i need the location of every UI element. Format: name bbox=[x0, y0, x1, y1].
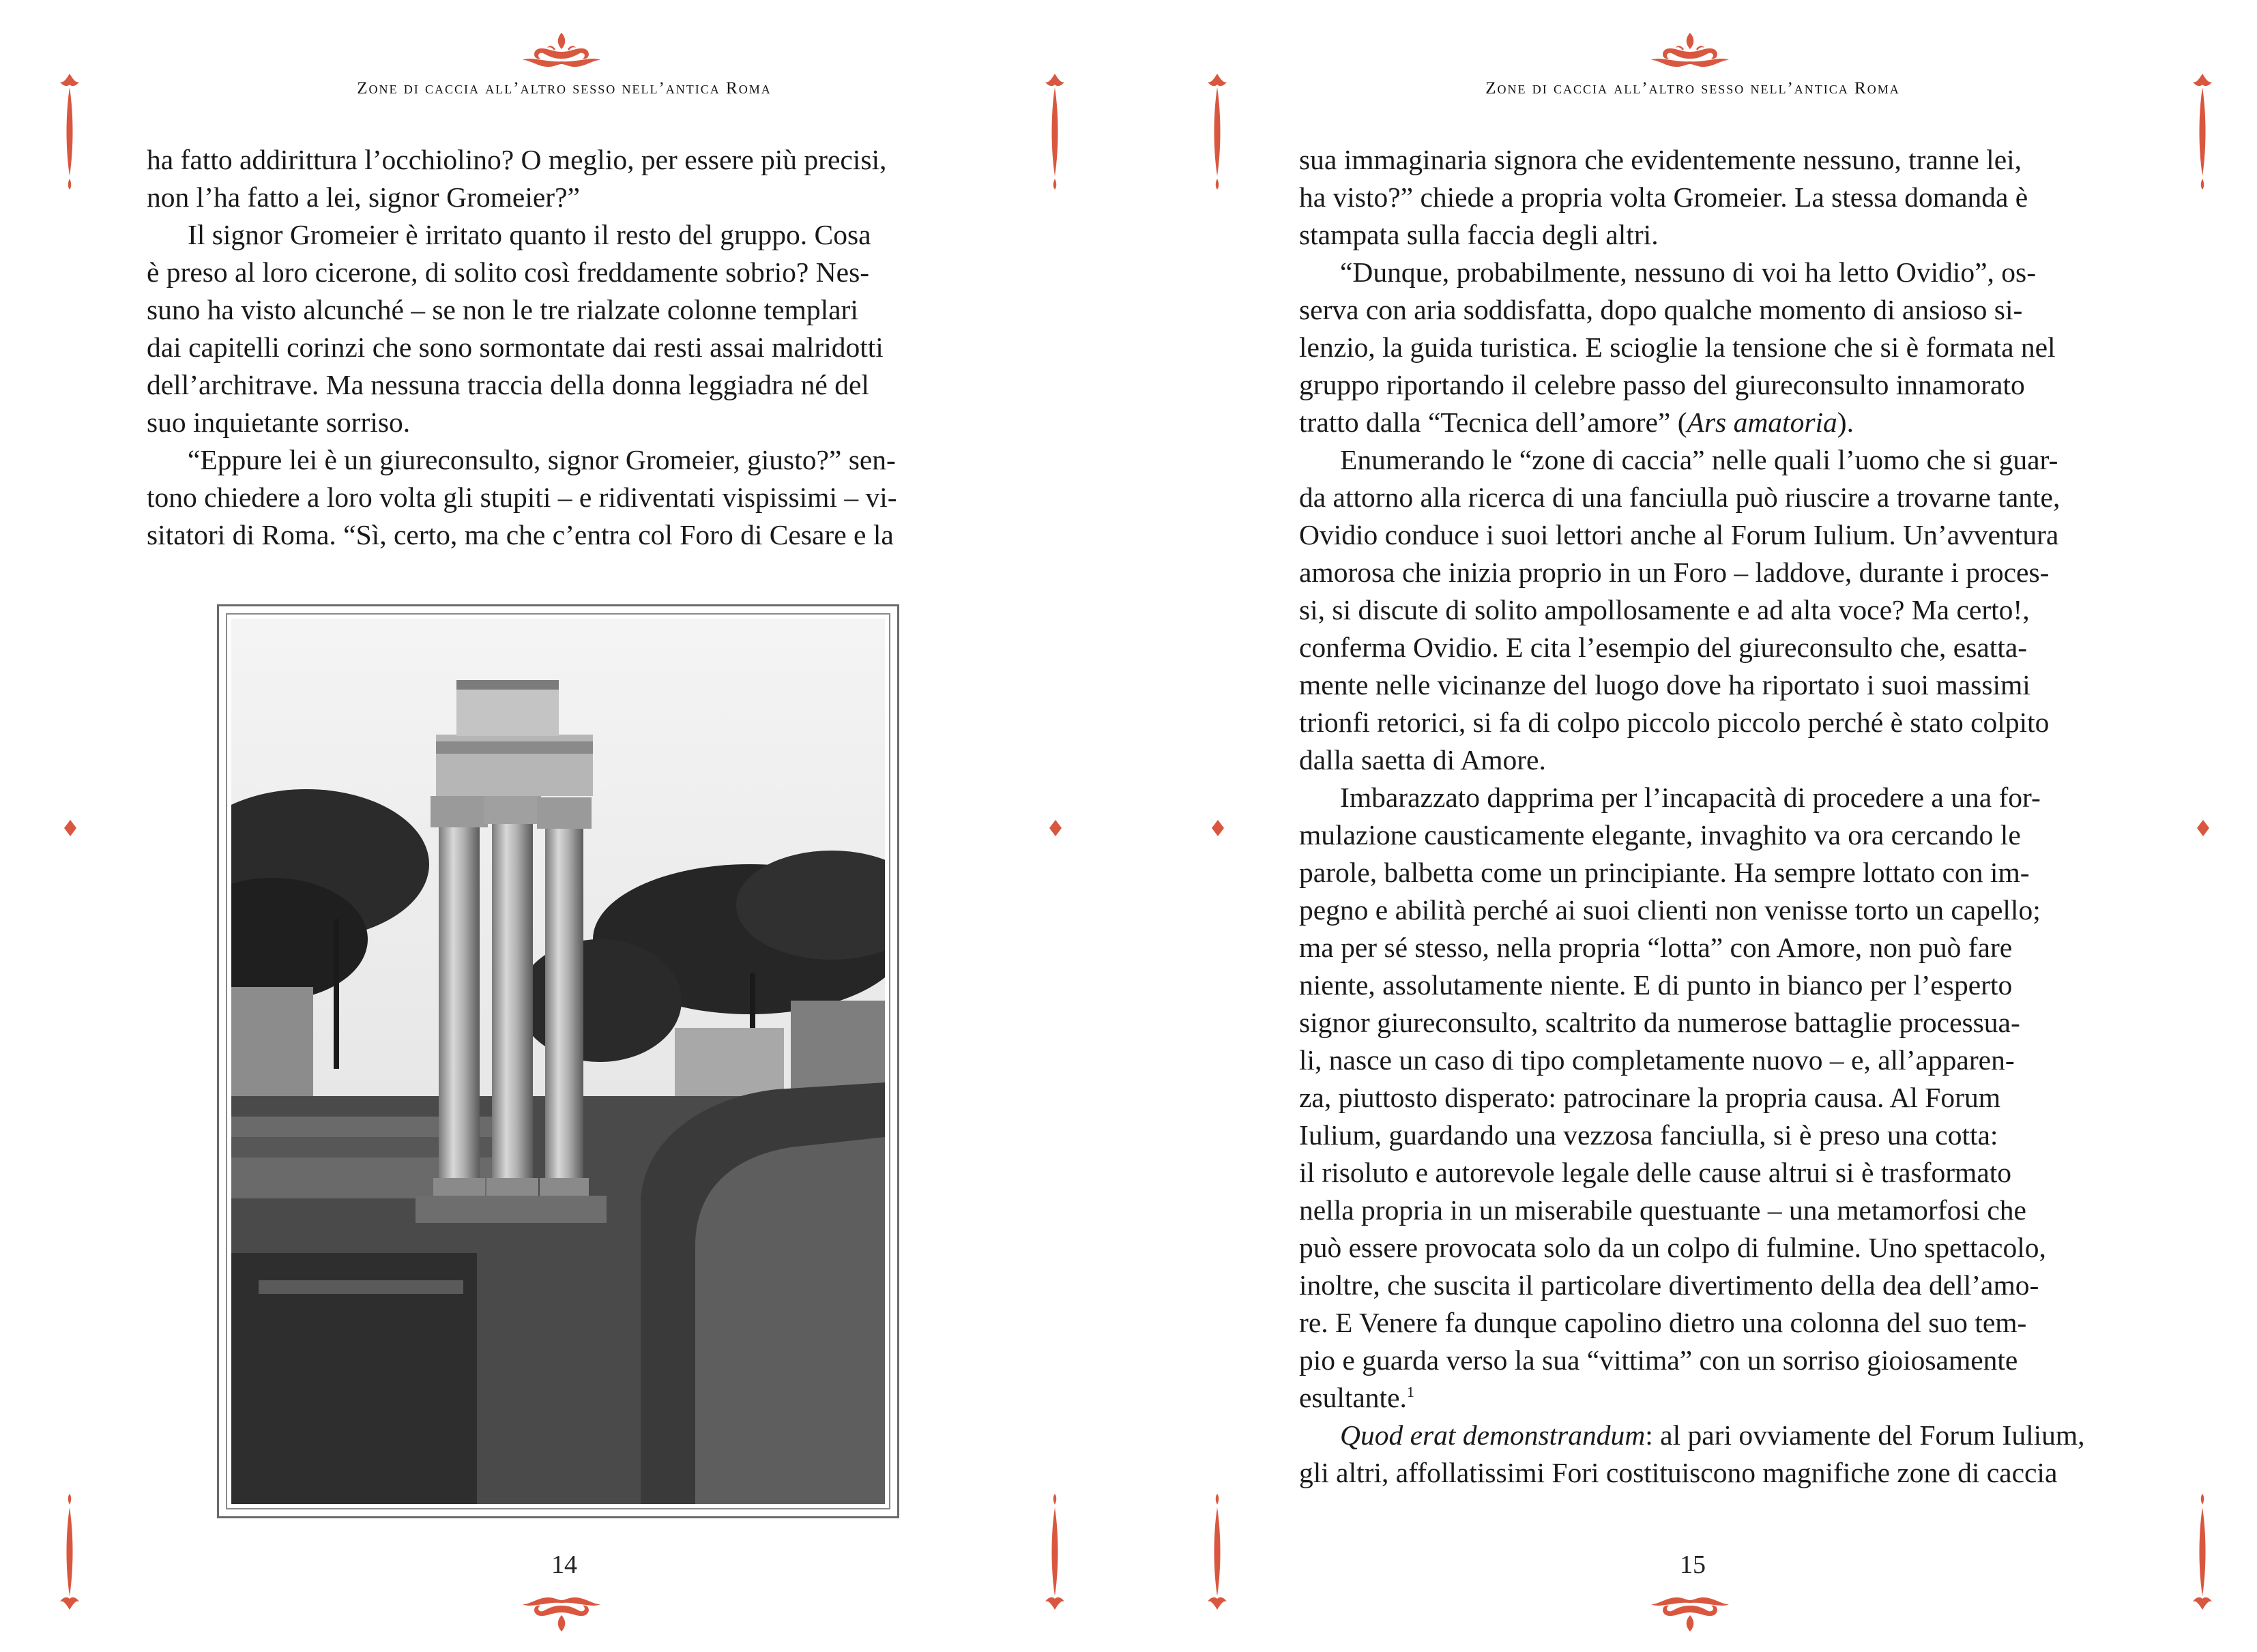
diamond-icon bbox=[1049, 820, 1062, 836]
text-line: non l’ha fatto a lei, signor Gromeier?” bbox=[147, 181, 580, 213]
text-line: dell’architrave. Ma nessuna traccia della donna leggiadra né del bbox=[147, 369, 869, 400]
side-ornament-icon bbox=[1041, 74, 1068, 190]
text-line: si, si discute di solito ampollosamente e ad alta voce? Ma certo!, bbox=[1299, 594, 2030, 625]
bottom-ornament-icon bbox=[517, 1588, 606, 1636]
italic-title: Ars amatoria bbox=[1687, 407, 1837, 438]
text-line: serva con aria soddisfatta, dopo qualche momento di ansioso si- bbox=[1299, 294, 2023, 325]
right-body-text bbox=[1299, 141, 2114, 1492]
text-fragment: ). bbox=[1837, 407, 1854, 438]
text-line: re. E Venere fa dunque capolino dietro una colonna del suo tem- bbox=[1299, 1307, 2027, 1338]
text-line: tono chiedere a loro volta gli stupiti – e ridiventati vispissimi – vi- bbox=[147, 482, 897, 513]
page-number: 14 bbox=[551, 1550, 577, 1579]
side-ornament-icon bbox=[2189, 74, 2216, 190]
right-page bbox=[1128, 0, 2257, 1652]
text-fragment: tratto dalla “Tecnica dell’amore” ( bbox=[1299, 407, 1687, 438]
text-line: Ovidio conduce i suoi lettori anche al Forum Iulium. Un’avventura bbox=[1299, 519, 2059, 550]
text-line bbox=[1299, 1379, 2114, 1417]
text-line: suo inquietante sorriso. bbox=[147, 407, 411, 438]
top-ornament-icon bbox=[517, 29, 606, 76]
text-line: può essere provocata solo da un colpo di fulmine. Uno spettacolo, bbox=[1299, 1232, 2046, 1263]
text-line: Iulium, guardando una vezzosa fanciulla, si è preso una cotta: bbox=[1299, 1119, 1998, 1151]
side-ornament-icon bbox=[56, 74, 83, 190]
text-fragment: : al pari ovviamente del Forum Iulium, bbox=[1645, 1419, 2085, 1451]
text-line: dai capitelli corinzi che sono sormontate dai resti assai malridotti bbox=[147, 331, 884, 363]
text-line: “Eppure lei è un giureconsulto, signor Gromeier, giusto?” sen- bbox=[188, 444, 896, 475]
running-head: Zone di caccia all’altro sesso nell’antica Roma bbox=[1485, 79, 1900, 98]
text-line: mente nelle vicinanze del luogo dove ha riportato i suoi massimi bbox=[1299, 669, 2030, 700]
text-line: signor giureconsulto, scaltrito da numerose battaglie processua- bbox=[1299, 1007, 2020, 1038]
text-line bbox=[1299, 404, 2114, 441]
text-line: mulazione causticamente elegante, invaghito va ora cercando le bbox=[1299, 819, 2021, 851]
text-line: dalla saetta di Amore. bbox=[1299, 744, 1546, 776]
text-line: gli altri, affollatissimi Fori costituiscono magnifiche zone di caccia bbox=[1299, 1457, 2058, 1488]
text-line: pio e guarda verso la sua “vittima” con un sorriso gioiosamente bbox=[1299, 1344, 2018, 1376]
text-line: sitatori di Roma. “Sì, certo, ma che c’entra col Foro di Cesare e la bbox=[147, 519, 894, 550]
diamond-icon bbox=[2197, 820, 2209, 836]
columns-photo-illustration bbox=[231, 619, 885, 1504]
text-line: Imbarazzato dapprima per l’incapacità di procedere a una for- bbox=[1340, 782, 2041, 813]
text-line: da attorno alla ricerca di una fanciulla può riuscire a trovarne tante, bbox=[1299, 482, 2061, 513]
text-line: ha fatto addirittura l’occhiolino? O meglio, per essere più precisi, bbox=[147, 144, 887, 175]
text-line bbox=[1299, 1417, 2114, 1454]
left-body-text bbox=[147, 141, 962, 554]
footnote-marker: 1 bbox=[1406, 1383, 1414, 1401]
text-line: ma per sé stesso, nella propria “lotta” con Amore, non può fare bbox=[1299, 932, 2013, 963]
photo-frame bbox=[217, 604, 899, 1518]
text-line: gruppo riportando il celebre passo del giureconsulto innamorato bbox=[1299, 369, 2025, 400]
text-line: sua immaginaria signora che evidentemente nessuno, tranne lei, bbox=[1299, 144, 2022, 175]
text-line: pegno e abilità perché ai suoi clienti non venisse torto un capello; bbox=[1299, 894, 2041, 926]
forum-columns-photo bbox=[231, 619, 885, 1504]
text-line: Il signor Gromeier è irritato quanto il resto del gruppo. Cosa bbox=[188, 219, 871, 250]
text-line: suno ha visto alcunché – se non le tre rialzate colonne templari bbox=[147, 294, 858, 325]
page-number: 15 bbox=[1680, 1550, 1706, 1579]
left-page bbox=[0, 0, 1128, 1652]
diamond-icon bbox=[1212, 820, 1224, 836]
text-line: parole, balbetta come un principiante. Ha sempre lottato con im- bbox=[1299, 857, 2030, 888]
text-line: nella propria in un miserabile questuante – una metamorfosi che bbox=[1299, 1194, 2026, 1226]
text-line: trionfi retorici, si fa di colpo piccolo piccolo perché è stato colpito bbox=[1299, 707, 2050, 738]
text-line: li, nasce un caso di tipo completamente nuovo – e, all’apparen- bbox=[1299, 1044, 2015, 1076]
text-line: za, piuttosto disperato: patrocinare la propria causa. Al Forum bbox=[1299, 1082, 2000, 1113]
text-line: inoltre, che suscita il particolare divertimento della dea dell’amo- bbox=[1299, 1269, 2039, 1301]
text-line: è preso al loro cicerone, di solito così freddamente sobrio? Nes- bbox=[147, 256, 870, 288]
text-line: lenzio, la guida turistica. E scioglie la tensione che si è formata nel bbox=[1299, 331, 2056, 363]
bottom-ornament-icon bbox=[1646, 1588, 1734, 1636]
text-line: niente, assolutamente niente. E di punto in bianco per l’esperto bbox=[1299, 969, 2013, 1001]
diamond-icon bbox=[64, 820, 76, 836]
text-line: ha visto?” chiede a propria volta Gromeier. La stessa domanda è bbox=[1299, 181, 2028, 213]
text-line: il risoluto e autorevole legale delle cause altrui si è trasformato bbox=[1299, 1157, 2012, 1188]
italic-phrase: Quod erat demonstrandum bbox=[1340, 1419, 1646, 1451]
text-line: conferma Ovidio. E cita l’esempio del giureconsulto che, esatta- bbox=[1299, 632, 2028, 663]
text-line: amorosa che inizia proprio in un Foro – laddove, durante i proces- bbox=[1299, 557, 2050, 588]
text-line: “Dunque, probabilmente, nessuno di voi ha letto Ovidio”, os- bbox=[1340, 256, 2037, 288]
side-ornament-icon bbox=[1204, 74, 1231, 190]
top-ornament-icon bbox=[1646, 29, 1734, 76]
text-fragment: esultante. bbox=[1299, 1382, 1407, 1413]
text-line: Enumerando le “zone di caccia” nelle quali l’uomo che si guar- bbox=[1340, 444, 2058, 475]
running-head: Zone di caccia all’altro sesso nell’antica Roma bbox=[357, 79, 772, 98]
text-line: stampata sulla faccia degli altri. bbox=[1299, 219, 1659, 250]
